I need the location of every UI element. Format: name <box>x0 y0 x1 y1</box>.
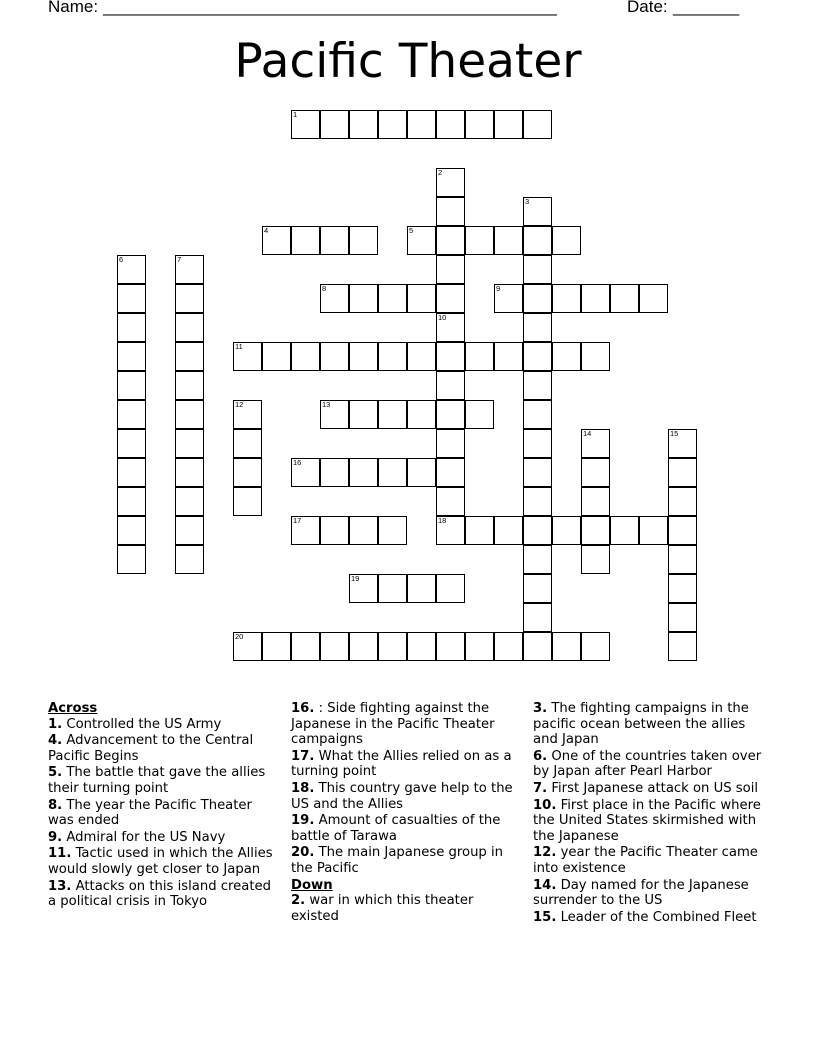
grid-cell[interactable] <box>262 632 291 661</box>
clue-item <box>533 878 771 909</box>
grid-cell[interactable] <box>320 110 349 139</box>
grid-cell[interactable] <box>407 400 436 429</box>
grid-cell[interactable] <box>378 458 407 487</box>
grid-cell[interactable] <box>320 632 349 661</box>
grid-cell[interactable] <box>233 400 262 429</box>
clue-number: 19. <box>291 813 315 829</box>
grid-cell[interactable] <box>436 110 465 139</box>
grid-cell[interactable] <box>175 458 204 487</box>
grid-cell[interactable] <box>494 110 523 139</box>
grid-cell[interactable] <box>552 284 581 313</box>
clue-number: 17 <box>293 516 302 525</box>
clue-number: 16. <box>291 701 315 716</box>
grid-cell[interactable] <box>233 342 262 371</box>
grid-cell[interactable] <box>668 487 697 516</box>
down-clue-list-continued <box>533 701 771 925</box>
clue-item <box>48 846 280 877</box>
clue-text: What the Allies relied on as a turning point <box>291 748 512 780</box>
grid-cell[interactable] <box>523 603 552 632</box>
clue-item <box>533 798 771 845</box>
clue-number: 4 <box>264 226 269 235</box>
clue-text: Leader of the Combined Fleet <box>556 909 757 925</box>
clue-number: 11. <box>48 846 72 862</box>
grid-cell[interactable] <box>668 545 697 574</box>
clue-item <box>291 781 523 812</box>
grid-cell[interactable] <box>436 313 465 342</box>
grid-cell[interactable] <box>436 342 465 371</box>
clue-item <box>48 879 280 910</box>
grid-cell[interactable] <box>581 632 610 661</box>
grid-cell[interactable] <box>610 516 639 545</box>
clue-number: 3 <box>525 197 530 206</box>
clue-number: 12. <box>533 845 557 861</box>
grid-cell[interactable] <box>523 429 552 458</box>
grid-cell[interactable] <box>668 516 697 545</box>
clue-item <box>533 781 771 797</box>
grid-cell[interactable] <box>407 458 436 487</box>
clue-item <box>533 845 771 876</box>
grid-cell[interactable] <box>117 545 146 574</box>
grid-cell[interactable] <box>233 429 262 458</box>
clue-number: 8 <box>322 284 327 293</box>
grid-cell[interactable] <box>407 110 436 139</box>
clue-item <box>291 845 523 876</box>
grid-cell[interactable] <box>378 110 407 139</box>
clue-number: 13 <box>322 400 331 409</box>
grid-cell[interactable] <box>523 342 552 371</box>
grid-cell[interactable] <box>436 574 465 603</box>
grid-cell[interactable] <box>262 342 291 371</box>
grid-cell[interactable] <box>523 371 552 400</box>
grid-cell[interactable] <box>233 458 262 487</box>
grid-cell[interactable] <box>581 545 610 574</box>
grid-cell[interactable] <box>581 429 610 458</box>
clue-item <box>48 717 280 733</box>
grid-cell[interactable] <box>349 574 378 603</box>
grid-cell[interactable] <box>117 313 146 342</box>
grid-cell[interactable] <box>378 632 407 661</box>
clue-number: 20 <box>235 632 244 641</box>
clue-number: 2. <box>291 893 306 909</box>
grid-cell[interactable] <box>436 400 465 429</box>
clue-item <box>291 813 523 844</box>
grid-cell[interactable] <box>175 487 204 516</box>
grid-cell[interactable] <box>523 284 552 313</box>
clue-item <box>291 701 523 748</box>
grid-cell[interactable] <box>523 110 552 139</box>
clue-text: Admiral for the US Navy <box>62 829 226 845</box>
grid-cell[interactable] <box>552 342 581 371</box>
grid-cell[interactable] <box>117 284 146 313</box>
grid-cell[interactable] <box>378 342 407 371</box>
grid-cell[interactable] <box>117 429 146 458</box>
grid-cell[interactable] <box>436 284 465 313</box>
clue-text: This country gave help to the US and the Allies <box>291 780 513 812</box>
grid-cell[interactable] <box>175 429 204 458</box>
clue-item <box>48 765 280 796</box>
grid-cell[interactable] <box>610 284 639 313</box>
grid-cell[interactable] <box>117 458 146 487</box>
grid-cell[interactable] <box>465 342 494 371</box>
clue-number: 10 <box>438 313 447 322</box>
across-heading: Across <box>48 701 98 716</box>
grid-cell[interactable] <box>668 574 697 603</box>
page-title: Pacific Theater <box>234 34 582 89</box>
grid-cell[interactable] <box>436 371 465 400</box>
date-line[interactable]: _______ <box>673 0 740 16</box>
clue-number: 2 <box>438 168 443 177</box>
grid-cell[interactable] <box>175 400 204 429</box>
grid-cell[interactable] <box>291 110 320 139</box>
clue-number: 1. <box>48 716 63 732</box>
clue-item <box>291 749 523 780</box>
grid-cell[interactable] <box>523 255 552 284</box>
grid-cell[interactable] <box>668 429 697 458</box>
clue-number: 11 <box>235 342 243 351</box>
clue-text: war in which this theater existed <box>291 893 474 924</box>
grid-cell[interactable] <box>523 487 552 516</box>
grid-cell[interactable] <box>117 371 146 400</box>
clue-number: 14 <box>583 429 592 438</box>
grid-cell[interactable] <box>436 197 465 226</box>
grid-cell[interactable] <box>378 516 407 545</box>
grid-cell[interactable] <box>175 313 204 342</box>
grid-cell[interactable] <box>349 110 378 139</box>
clue-item <box>291 893 523 924</box>
clue-text: First Japanese attack on US soil <box>547 780 759 796</box>
clue-number: 9 <box>496 284 501 293</box>
clue-item <box>533 701 771 748</box>
clue-number: 13. <box>48 878 72 894</box>
grid-cell[interactable] <box>320 342 349 371</box>
grid-cell[interactable] <box>494 226 523 255</box>
clue-number: 18. <box>291 780 315 796</box>
grid-cell[interactable] <box>320 400 349 429</box>
clue-number: 18 <box>438 516 447 525</box>
grid-cell[interactable] <box>349 400 378 429</box>
clue-number: 7 <box>177 255 182 264</box>
down-heading: Down <box>291 877 333 893</box>
clue-item <box>533 910 771 926</box>
clue-number: 6 <box>119 255 124 264</box>
clue-text: : Side fighting against the Japanese in the Pacific Theater campaigns <box>291 701 495 748</box>
grid-cell[interactable] <box>668 603 697 632</box>
grid-cell[interactable] <box>407 226 436 255</box>
clue-text: Amount of casualties of the battle of Tarawa <box>291 813 501 844</box>
clue-number: 16 <box>293 458 302 467</box>
grid-cell[interactable] <box>291 516 320 545</box>
grid-cell[interactable] <box>552 226 581 255</box>
clue-text: First place in the Pacific where the United States skirmished with the Japanese <box>533 797 761 844</box>
clue-text: Controlled the US Army <box>62 716 222 732</box>
grid-cell[interactable] <box>117 255 146 284</box>
date-label: Date: <box>627 0 668 16</box>
grid-cell[interactable] <box>639 516 668 545</box>
grid-cell[interactable] <box>175 371 204 400</box>
grid-cell[interactable] <box>581 516 610 545</box>
grid-cell[interactable] <box>349 284 378 313</box>
grid-cell[interactable] <box>291 342 320 371</box>
clue-text: The main Japanese group in the Pacific <box>291 845 504 876</box>
clue-number: 14. <box>533 877 557 893</box>
grid-cell[interactable] <box>494 342 523 371</box>
grid-cell[interactable] <box>407 632 436 661</box>
grid-cell[interactable] <box>436 226 465 255</box>
grid-cell[interactable] <box>436 632 465 661</box>
clue-number: 15. <box>533 909 557 925</box>
grid-cell[interactable] <box>581 342 610 371</box>
grid-cell[interactable] <box>378 574 407 603</box>
grid-cell[interactable] <box>407 284 436 313</box>
clue-text: The battle that gave the allies their turning point <box>48 765 266 796</box>
clue-text: Advancement to the Central Pacific Begins <box>48 733 254 764</box>
clues-column-1 <box>48 701 280 911</box>
grid-cell[interactable] <box>465 110 494 139</box>
clue-number: 5 <box>409 226 414 235</box>
grid-cell[interactable] <box>349 226 378 255</box>
clue-item <box>48 830 280 846</box>
clue-number: 5. <box>48 765 63 781</box>
grid-cell[interactable] <box>117 400 146 429</box>
grid-cell[interactable] <box>668 632 697 661</box>
grid-cell[interactable] <box>436 255 465 284</box>
grid-cell[interactable] <box>494 632 523 661</box>
clue-number: 12 <box>235 400 244 409</box>
grid-cell[interactable] <box>233 487 262 516</box>
grid-cell[interactable] <box>436 487 465 516</box>
grid-cell[interactable] <box>262 226 291 255</box>
grid-cell[interactable] <box>581 284 610 313</box>
grid-cell[interactable] <box>378 400 407 429</box>
grid-cell[interactable] <box>436 458 465 487</box>
grid-cell[interactable] <box>581 458 610 487</box>
across-clue-list-continued <box>291 701 523 877</box>
grid-cell[interactable] <box>175 545 204 574</box>
clue-item <box>48 798 280 829</box>
grid-cell[interactable] <box>523 197 552 226</box>
grid-cell[interactable] <box>291 226 320 255</box>
clue-item <box>533 749 771 780</box>
clue-number: 10. <box>533 797 557 813</box>
clue-item <box>48 733 280 764</box>
grid-cell[interactable] <box>523 226 552 255</box>
name-label: Name: <box>48 0 99 16</box>
grid-cell[interactable] <box>349 516 378 545</box>
grid-cell[interactable] <box>552 516 581 545</box>
clue-number: 17. <box>291 748 315 764</box>
grid-cell[interactable] <box>494 284 523 313</box>
grid-cell[interactable] <box>436 168 465 197</box>
clue-text: year the Pacific Theater came into existence <box>533 845 758 876</box>
grid-cell[interactable] <box>378 284 407 313</box>
clue-text: The year the Pacific Theater was ended <box>48 797 252 829</box>
clues-column-3 <box>533 701 771 926</box>
clue-number: 1 <box>293 110 298 119</box>
grid-cell[interactable] <box>320 284 349 313</box>
clue-text: The fighting campaigns in the pacific ocean between the allies and Japan <box>533 701 749 748</box>
grid-cell[interactable] <box>668 458 697 487</box>
grid-cell[interactable] <box>523 545 552 574</box>
grid-cell[interactable] <box>117 342 146 371</box>
grid-cell[interactable] <box>523 516 552 545</box>
grid-cell[interactable] <box>639 284 668 313</box>
grid-cell[interactable] <box>552 632 581 661</box>
grid-cell[interactable] <box>407 342 436 371</box>
across-clue-list <box>48 717 280 910</box>
grid-cell[interactable] <box>523 400 552 429</box>
clue-text: One of the countries taken over by Japan after Pearl Harbor <box>533 748 762 780</box>
clue-text: Tactic used in which the Allies would slowly get closer to Japan <box>48 846 273 877</box>
clue-number: 4. <box>48 733 63 749</box>
grid-cell[interactable] <box>523 574 552 603</box>
clue-number: 8. <box>48 797 63 813</box>
grid-cell[interactable] <box>117 487 146 516</box>
clue-number: 9. <box>48 829 63 845</box>
grid-cell[interactable] <box>291 632 320 661</box>
clue-number: 6. <box>533 748 548 764</box>
down-clue-list <box>291 893 523 924</box>
clue-text: Day named for the Japanese surrender to the US <box>533 877 749 909</box>
grid-cell[interactable] <box>465 400 494 429</box>
grid-cell[interactable] <box>465 226 494 255</box>
grid-cell[interactable] <box>436 429 465 458</box>
grid-cell[interactable] <box>349 342 378 371</box>
clue-number: 19 <box>351 574 360 583</box>
grid-cell[interactable] <box>523 458 552 487</box>
grid-cell[interactable] <box>320 458 349 487</box>
clue-text: Attacks on this island created a political crisis in Tokyo <box>48 878 272 910</box>
grid-cell[interactable] <box>349 458 378 487</box>
grid-cell[interactable] <box>407 574 436 603</box>
clues-column-2 <box>291 701 523 925</box>
clue-number: 20. <box>291 845 315 861</box>
grid-cell[interactable] <box>320 516 349 545</box>
grid-cell[interactable] <box>581 487 610 516</box>
grid-cell[interactable] <box>175 516 204 545</box>
grid-cell[interactable] <box>233 632 262 661</box>
clue-number: 15 <box>670 429 679 438</box>
grid-cell[interactable] <box>436 516 465 545</box>
name-line[interactable]: ________________________________________________ <box>103 0 557 16</box>
clue-number: 7. <box>533 780 548 796</box>
clue-number: 3. <box>533 701 548 716</box>
grid-cell[interactable] <box>175 255 204 284</box>
grid-cell[interactable] <box>523 632 552 661</box>
grid-cell[interactable] <box>465 516 494 545</box>
grid-cell[interactable] <box>494 516 523 545</box>
grid-cell[interactable] <box>291 458 320 487</box>
grid-cell[interactable] <box>175 342 204 371</box>
grid-cell[interactable] <box>465 632 494 661</box>
grid-cell[interactable] <box>349 632 378 661</box>
grid-cell[interactable] <box>523 313 552 342</box>
grid-cell[interactable] <box>117 516 146 545</box>
grid-cell[interactable] <box>175 284 204 313</box>
grid-cell[interactable] <box>320 226 349 255</box>
